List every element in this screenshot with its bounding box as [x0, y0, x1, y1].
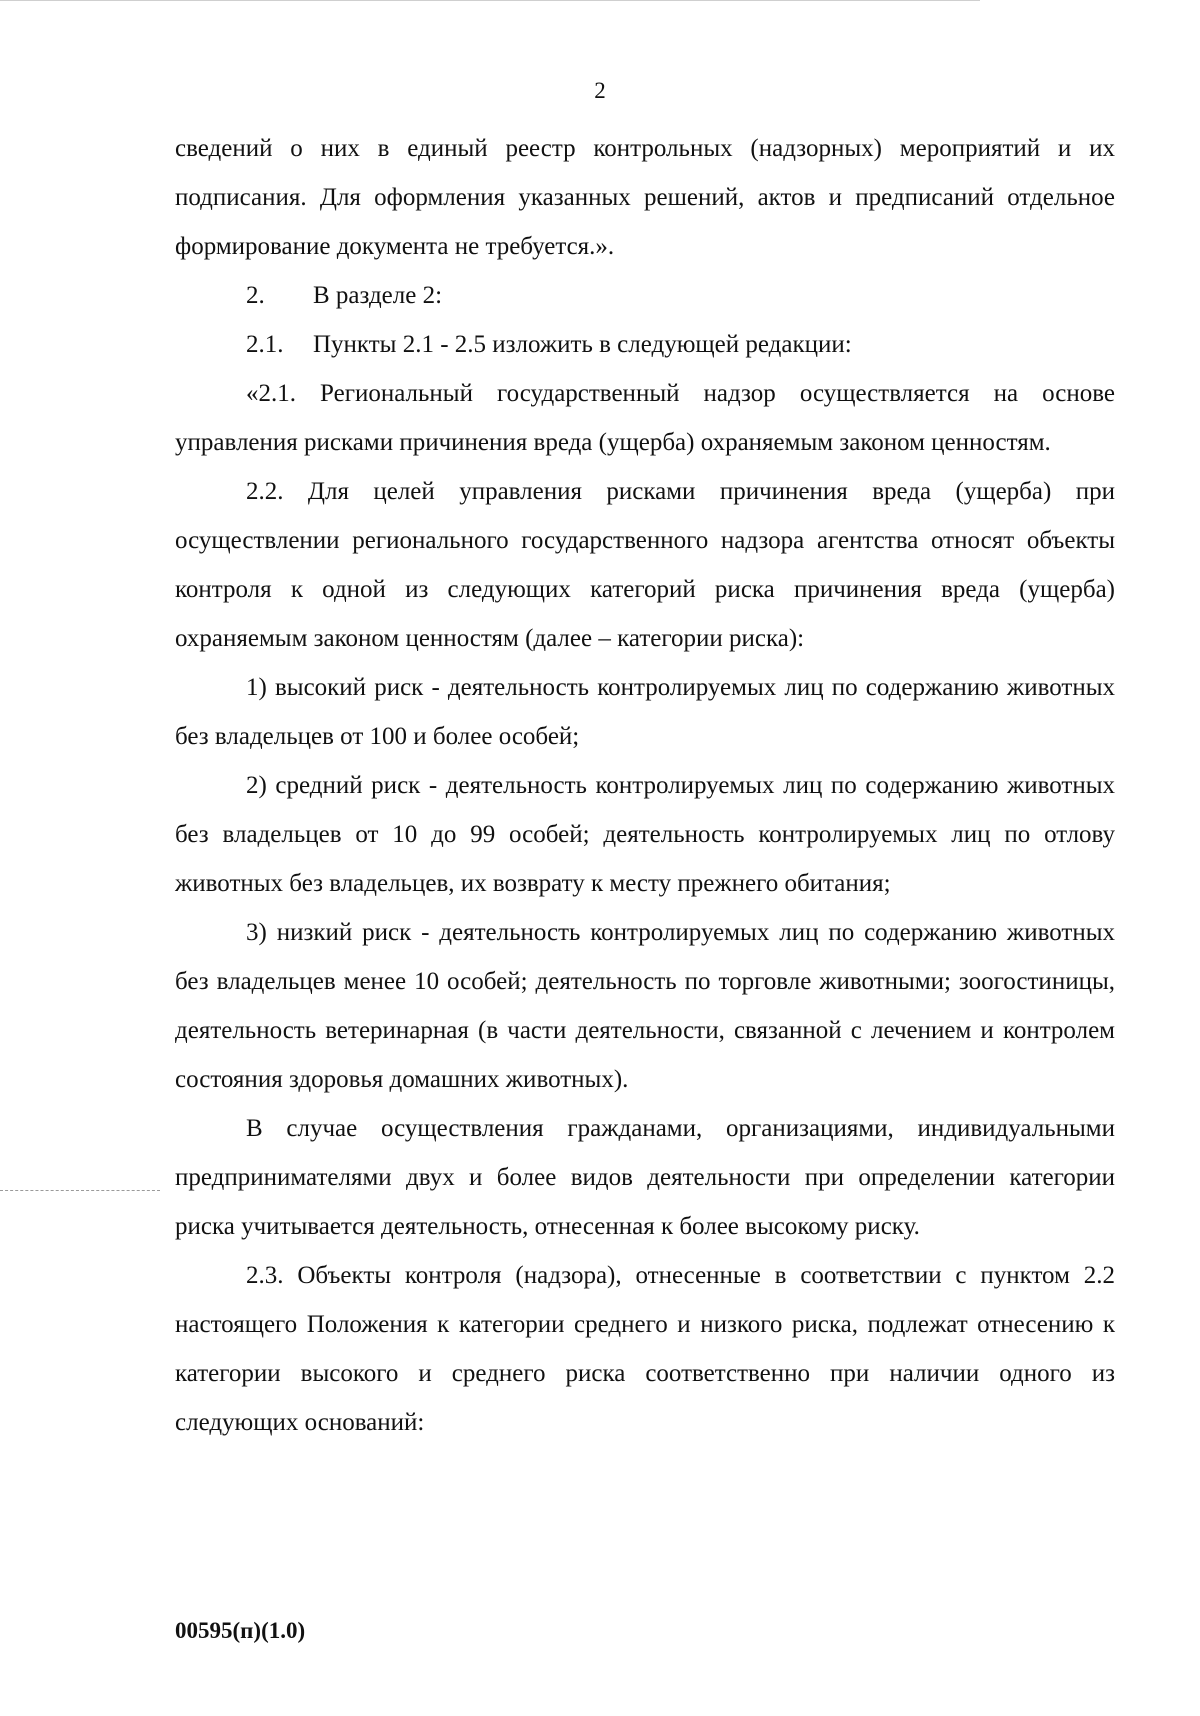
paragraph-continuation: сведений о них в единый реестр контрольных (надзорных) мероприятий и их подписания. Для оформления указанных решений, актов и предписаний отдельное формирование документа не требуется.».	[175, 135, 1115, 260]
item-2-text: В разделе 2:	[313, 282, 443, 309]
paragraph-2-2: 2.2. Для целей управления рисками причинения вреда (ущерба) при осуществлении регионального государственного надзора агентства относят объекты контроля к одной из следующих категорий риска причинения вреда (ущерба) охраняемым законом ценностям (далее – категории риска):	[175, 478, 1115, 652]
item-2-1-number: 2.1.	[246, 331, 284, 358]
scan-edge-line	[0, 0, 980, 1]
page-number: 2	[594, 78, 606, 103]
item-2	[175, 271, 1115, 320]
paragraph-case: В случае осуществления гражданами, организациями, индивидуальными предпринимателями двух и более видов деятельности при определении категории риска учитывается деятельность, отнесенная к более высокому риску.	[175, 1115, 1115, 1240]
item-2-number: 2.	[246, 282, 265, 309]
risk-high: 1) высокий риск - деятельность контролируемых лиц по содержанию животных без владельцев от 100 и более особей;	[175, 674, 1115, 750]
paragraph-2-3: 2.3. Объекты контроля (надзора), отнесенные в соответствии с пунктом 2.2 настоящего Положения к категории среднего и низкого риска, подлежат отнесению к категории высокого и среднего риска соответственно при наличии одного из следующих оснований:	[175, 1262, 1115, 1436]
document-body	[175, 124, 1115, 1447]
item-2-1	[175, 320, 1115, 369]
margin-scan-mark	[0, 1190, 160, 1191]
risk-low: 3) низкий риск - деятельность контролируемых лиц по содержанию животных без владельцев менее 10 особей; деятельность по торговле животными; зоогостиницы, деятельность ветеринарная (в части деятельности, связанной с лечением и контролем состояния здоровья домашних животных).	[175, 919, 1115, 1093]
item-2-1-text: Пункты 2.1 - 2.5 изложить в следующей редакции:	[313, 331, 852, 358]
document-code: 00595(п)(1.0)	[175, 1618, 306, 1643]
paragraph-2-1: «2.1. Региональный государственный надзор осуществляется на основе управления рисками причинения вреда (ущерба) охраняемым законом ценностям.	[175, 380, 1115, 456]
risk-medium: 2) средний риск - деятельность контролируемых лиц по содержанию животных без владельцев от 10 до 99 особей; деятельность контролируемых лиц по отлову животных без владельцев, их возврату к месту прежнего обитания;	[175, 772, 1115, 897]
